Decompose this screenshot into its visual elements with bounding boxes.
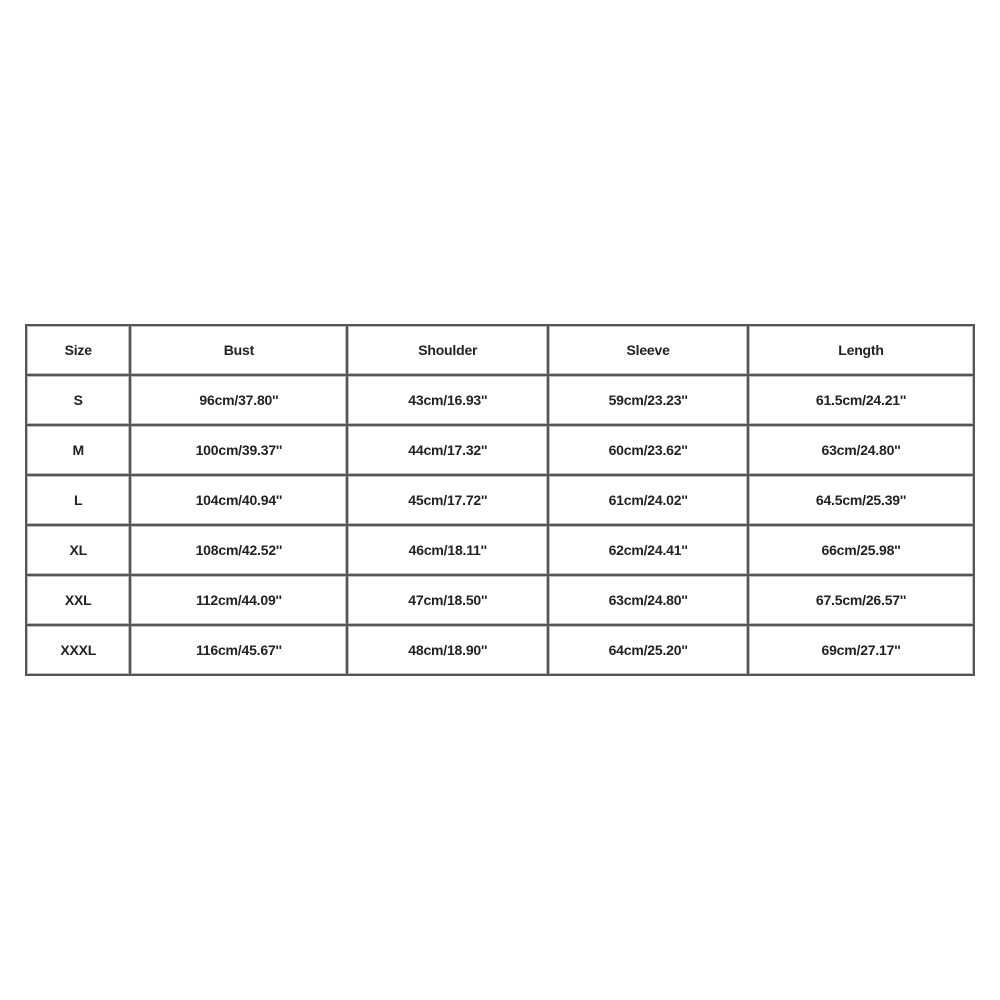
length-cell: 66cm/25.98'': [749, 526, 975, 576]
header-length: Length: [749, 326, 975, 376]
table-row: [27, 426, 975, 476]
bust-cell: 116cm/45.67'': [131, 626, 348, 676]
size-cell: XXL: [27, 576, 131, 626]
table-header-row: [27, 326, 975, 376]
header-bust: Bust: [131, 326, 348, 376]
sleeve-cell: 63cm/24.80'': [549, 576, 749, 626]
table-row: [27, 526, 975, 576]
bust-cell: 112cm/44.09'': [131, 576, 348, 626]
table-row: [27, 376, 975, 426]
shoulder-cell: 43cm/16.93'': [348, 376, 549, 426]
shoulder-cell: 47cm/18.50'': [348, 576, 549, 626]
bust-cell: 108cm/42.52'': [131, 526, 348, 576]
sleeve-cell: 61cm/24.02'': [549, 476, 749, 526]
bust-cell: 96cm/37.80'': [131, 376, 348, 426]
size-cell: M: [27, 426, 131, 476]
sleeve-cell: 59cm/23.23'': [549, 376, 749, 426]
header-sleeve: Sleeve: [549, 326, 749, 376]
size-cell: S: [27, 376, 131, 426]
length-cell: 64.5cm/25.39'': [749, 476, 975, 526]
shoulder-cell: 46cm/18.11'': [348, 526, 549, 576]
sleeve-cell: 62cm/24.41'': [549, 526, 749, 576]
size-cell: XXXL: [27, 626, 131, 676]
length-cell: 67.5cm/26.57'': [749, 576, 975, 626]
shoulder-cell: 48cm/18.90'': [348, 626, 549, 676]
bust-cell: 104cm/40.94'': [131, 476, 348, 526]
size-chart-table: [25, 324, 975, 676]
sleeve-cell: 64cm/25.20'': [549, 626, 749, 676]
header-shoulder: Shoulder: [348, 326, 549, 376]
size-cell: XL: [27, 526, 131, 576]
length-cell: 69cm/27.17'': [749, 626, 975, 676]
length-cell: 63cm/24.80'': [749, 426, 975, 476]
bust-cell: 100cm/39.37'': [131, 426, 348, 476]
sleeve-cell: 60cm/23.62'': [549, 426, 749, 476]
length-cell: 61.5cm/24.21'': [749, 376, 975, 426]
size-cell: L: [27, 476, 131, 526]
table-row: [27, 626, 975, 676]
header-size: Size: [27, 326, 131, 376]
table-row: [27, 476, 975, 526]
shoulder-cell: 45cm/17.72'': [348, 476, 549, 526]
shoulder-cell: 44cm/17.32'': [348, 426, 549, 476]
table-row: [27, 576, 975, 626]
